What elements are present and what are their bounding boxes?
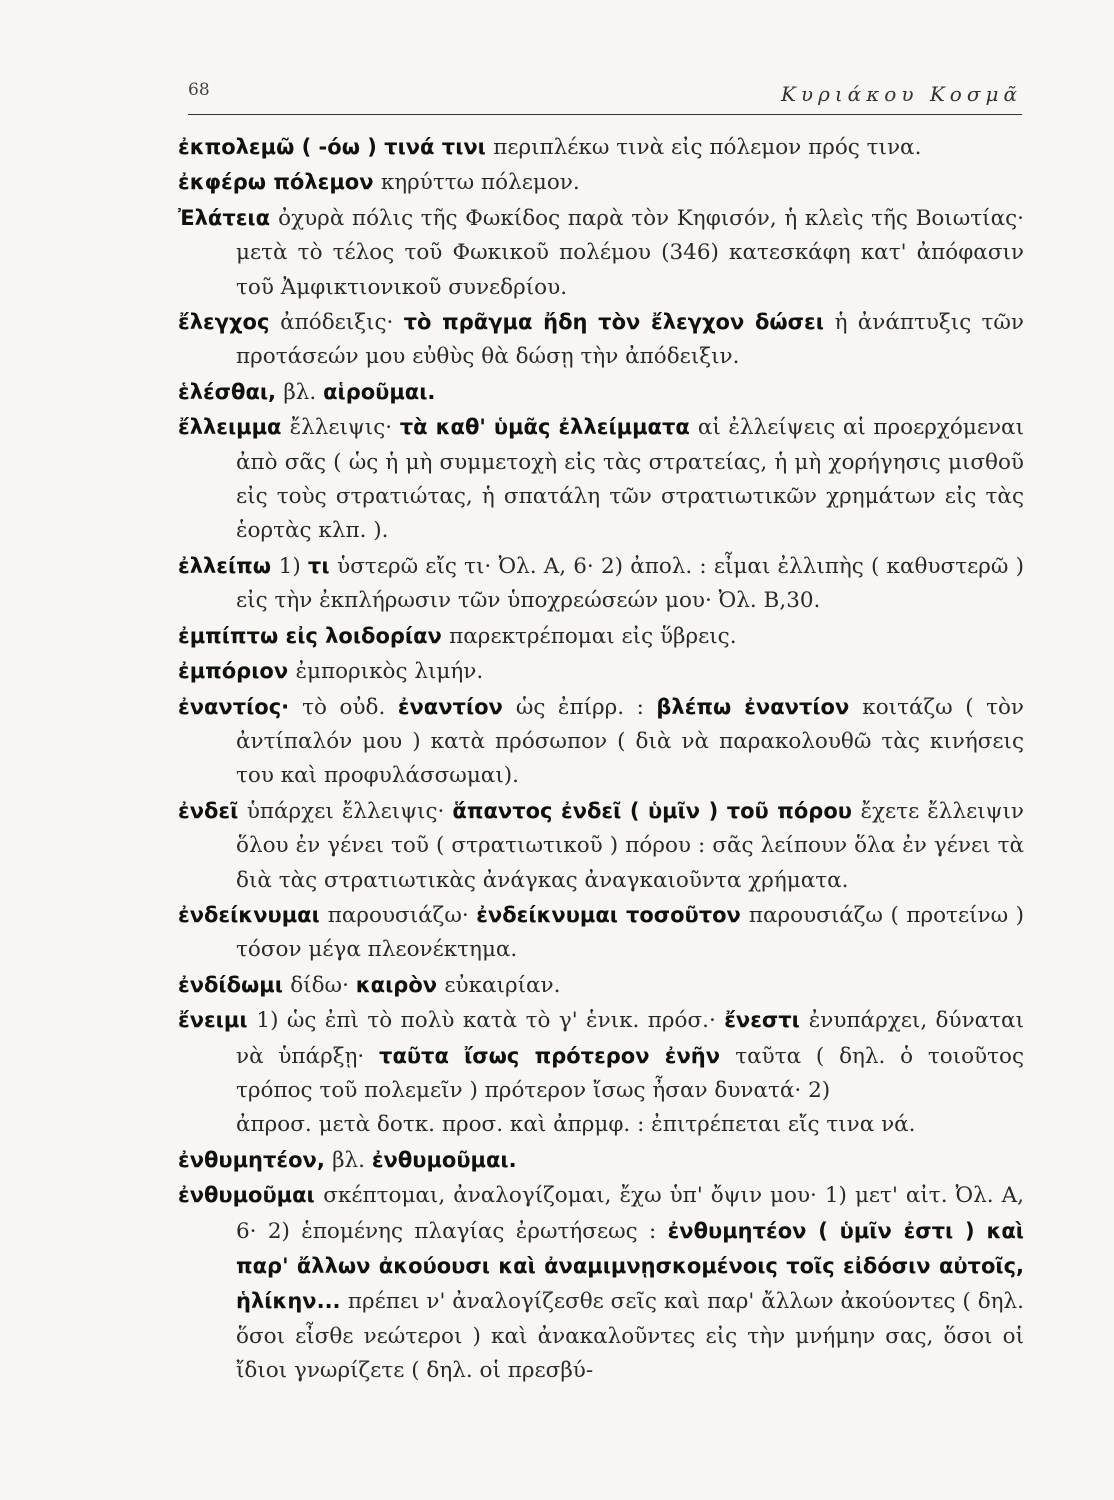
gloss-text: κοιτάζω ( τὸν ἀντίπαλόν μου ) κατὰ πρόσωπον ( διὰ νὰ παρακολουθῶ τὰς κινήσεις του καὶ προφυλάσσωμαι). [236, 694, 1024, 789]
gloss-text: πρέπει ν' ἀναλογίζεσθε σεῖς καὶ παρ' ἄλλων ἀκούοντες ( δηλ. ὅσοι εἶσθε νεώτεροι ) καὶ ἀνακαλοῦντες εἰς τὴν μνήμην σας, ὅσοι οἱ ἴδιοι γνωρίζετε ( δηλ. οἱ πρεσβύ- [236, 1289, 1024, 1384]
headword: ἐνθυμητέον, [178, 1147, 333, 1172]
dictionary-text [178, 130, 1024, 1389]
gloss-text: ἐνυπάρχει, δύναται νὰ ὑπάρξῃ· [236, 1008, 1025, 1069]
dictionary-entry [178, 654, 1024, 689]
headword: Ἐλάτεια [178, 205, 279, 230]
headword: ἐκφέρω πόλεμον [178, 170, 381, 195]
dictionary-entry [178, 165, 1024, 200]
bold-phrase: τὸ πρᾶγμα ἤδη τὸν ἔλεγχον δώσει [403, 310, 835, 335]
running-header [188, 72, 1022, 115]
dictionary-entry [178, 549, 1024, 619]
dictionary-entry [178, 201, 1024, 305]
bold-phrase: βλέπω ἐναντίον [656, 694, 863, 719]
bold-phrase: ἐνθυμοῦμαι. [371, 1147, 517, 1172]
gloss-text: ὀχυρὰ πόλις τῆς Φωκίδος παρὰ τὸν Κηφισόν, ἡ κλεὶς τῆς Βοιωτίας· μετὰ τὸ τέλος τοῦ Φωκικοῦ πολέμου (346) κατεσκάφη κατ' ἀπόφασιν τοῦ Ἀμφικτιονικοῦ συνεδρίου. [236, 205, 1024, 300]
gloss-text: ἀπόδειξις· [280, 310, 404, 336]
gloss-text: εὐκαιρίαν. [444, 972, 561, 998]
dictionary-entry [178, 410, 1024, 549]
gloss-text: ἡ ἀνάπτυξις τῶν προτάσεών μου εὐθὺς θὰ δώσῃ τὴν ἀπόδειξιν. [236, 310, 1024, 370]
headword: ἑλέσθαι, [178, 379, 284, 404]
bold-phrase: καιρὸν [355, 972, 445, 997]
dictionary-entry [178, 690, 1024, 794]
dictionary-entry [178, 1143, 1024, 1178]
bold-phrase: τὰ καθ' ὑμᾶς ἐλλείμματα [399, 415, 698, 440]
headword: ἐμπόριον [178, 659, 296, 684]
gloss-text: παρεκτρέπομαι εἰς ὕβρεις. [449, 623, 737, 649]
headword: ἐνδεῖ [178, 798, 247, 823]
gloss-text: ἔχετε ἔλλειψιν ὅλου ἐν γένει τοῦ ( στρατιωτικοῦ ) πόρου : σᾶς λείπουν ὅλα ἐν γένει τὰ διὰ τὰς στρατιωτικὰς ἀνάγκας ἀναγκαιοῦντα χρήματα. [236, 798, 1024, 893]
gloss-text: ὡς ἐπίρρ. : [515, 694, 657, 720]
bold-phrase: ἐναντίον [397, 694, 516, 719]
headword: ἐλλείπω [178, 553, 279, 578]
headword: ἔνειμι [178, 1008, 257, 1033]
bold-phrase: τι [307, 553, 338, 578]
gloss-text: ταῦτα ( δηλ. ὁ τοιοῦτος τρόπος τοῦ πολεμεῖν ) πρότερον ἴσως ἦσαν δυνατά· 2) [236, 1043, 1024, 1103]
headword: ἐνθυμοῦμαι [178, 1183, 324, 1208]
headword: ἐναντίος· [178, 694, 303, 719]
bold-phrase: ἔνεστι [724, 1008, 809, 1033]
headword: ἔλεγχος [178, 310, 281, 335]
gloss-text: ἀπροσ. μετὰ δοτκ. προσ. καὶ ἀπρμφ. : ἐπιτρέπεται εἴς τινα νά. [236, 1112, 916, 1138]
bold-phrase: ἐνθυμητέον ( ὑμῖν ἐστι ) καὶ παρ' ἄλλων ἀκούουσι καὶ ἀναμιμνῃσκομένοις τοῖς εἰδόσιν αὐτοῖς, ἡλίκην... [236, 1218, 1024, 1314]
dictionary-entry [178, 1003, 1024, 1108]
dictionary-entry [178, 130, 1024, 165]
bold-phrase: αἱροῦμαι. [323, 379, 436, 404]
page-number: 68 [188, 80, 210, 100]
gloss-text: 1) ὡς ἐπὶ τὸ πολὺ κατὰ τὸ γ' ἑνικ. πρόσ.· [256, 1008, 725, 1034]
headword: ἔλλειμμα [178, 415, 290, 440]
bold-phrase: ἐνδείκνυμαι τοσοῦτον [476, 902, 749, 927]
dictionary-entry [178, 898, 1024, 968]
gloss-text: ἐμπορικὸς λιμήν. [295, 659, 484, 685]
bold-phrase: ταῦτα ἴσως πρότερον ἐνῆν [379, 1043, 736, 1068]
gloss-text: περιπλέκω τινὰ εἰς πόλεμον πρός τινα. [493, 135, 922, 160]
gloss-text: δίδω· [290, 972, 356, 998]
gloss-text: σκέπτομαι, ἀναλογίζομαι, ἔχω ὑπ' ὄψιν μου· 1) μετ' αἰτ. Ὀλ. Α, 6· 2) ἑπομένης πλαγίας ἐρωτήσεως : [236, 1183, 1024, 1244]
gloss-text: βλ. [332, 1147, 372, 1173]
gloss-text: ὑπάρχει ἔλλειψις· [246, 798, 453, 824]
gloss-text: ὑστερῶ εἴς τι· Ὀλ. Α, 6· 2) ἀπολ. : εἶμαι ἐλλιπὴς ( καθυστερῶ ) εἰς τὴν ἐκπλήρωσιν τῶν ὑποχρεώσεών μου· Ὀλ. Β,30. [236, 553, 1024, 614]
bold-phrase: ἅπαντος ἐνδεῖ ( ὑμῖν ) τοῦ πόρου [452, 798, 861, 823]
headword: ἐκπολεμῶ ( -όω ) τινά τινι [178, 135, 494, 159]
gloss-text: παρουσιάζω· [327, 902, 477, 928]
headword: ἐμπίπτω εἰς λοιδορίαν [178, 623, 450, 648]
headword: ἐνδίδωμι [178, 972, 291, 997]
headword: ἐνδείκνυμαι [178, 902, 328, 927]
gloss-text: βλ. [283, 379, 324, 405]
dictionary-entry [178, 375, 1024, 410]
dictionary-entry [178, 968, 1024, 1003]
dictionary-entry [178, 619, 1024, 654]
gloss-text: 1) [278, 553, 308, 579]
gloss-text: ἔλλειψις· [289, 415, 400, 441]
gloss-text: κηρύττω πόλεμον. [380, 170, 580, 196]
dictionary-entry [178, 305, 1024, 375]
dictionary-entry [178, 794, 1024, 898]
gloss-text: αἱ ἐλλείψεις αἱ προερχόμεναι ἀπὸ σᾶς ( ὡς ἡ μὴ συμμετοχὴ εἰς τὰς στρατείας, ἡ μὴ χορήγησις μισθοῦ εἰς τοὺς στρατιώτας, ἡ σπατάλη τῶν στρατιωτικῶν χρημάτων εἰς τὰς ἑορτὰς κλπ. ). [236, 415, 1025, 544]
gloss-text: παρουσιάζω ( προτείνω ) τόσον μέγα πλεονέκτημα. [236, 902, 1025, 963]
gloss-text: τὸ οὐδ. [302, 694, 398, 720]
entry-continuation [178, 1108, 1024, 1142]
running-title: Κυριάκου Κοσμᾶ [780, 82, 1022, 106]
dictionary-entry [178, 1178, 1024, 1388]
